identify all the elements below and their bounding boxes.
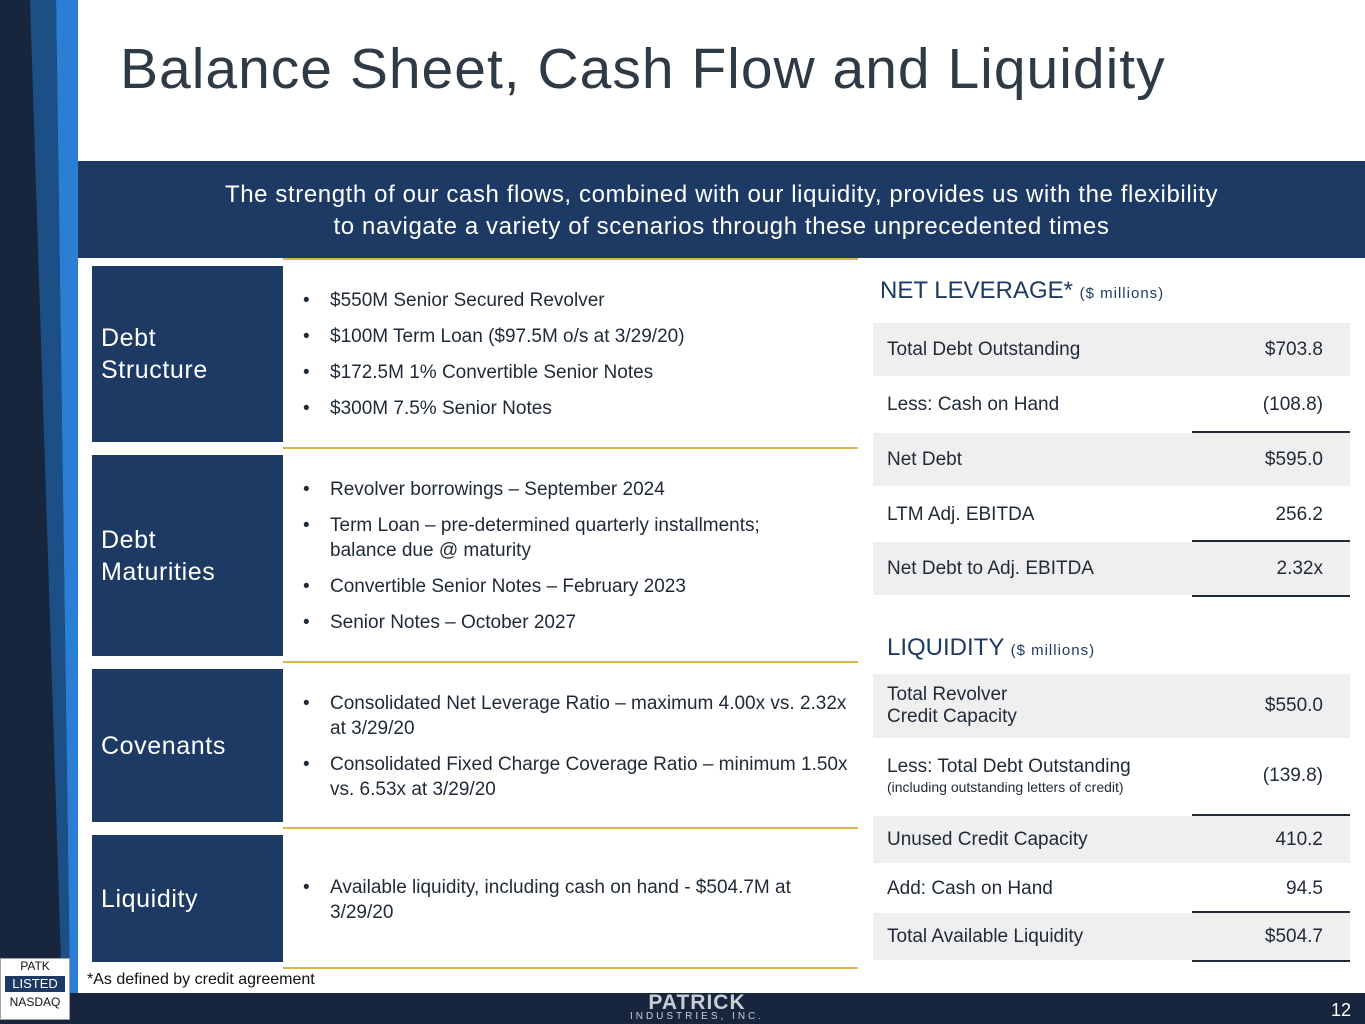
table-row: Total Revolver Credit Capacity $550.0: [873, 674, 1350, 738]
table-row: Unused Credit Capacity 410.2: [873, 816, 1350, 863]
banner-line-2: to navigate a variety of scenarios through these unprecedented times: [333, 213, 1110, 240]
list-item: • Available liquidity, including cash on hand - $504.7M at 3/29/20: [302, 875, 857, 925]
table-row: Less: Cash on Hand (108.8): [887, 393, 1323, 415]
page-title: Balance Sheet, Cash Flow and Liquidity: [120, 37, 1166, 101]
list-item: • $100M Term Loan ($97.5M o/s at 3/29/20): [302, 324, 857, 349]
section-label-debt-structure: Debt Structure: [92, 266, 283, 442]
table-row: Total Available Liquidity $504.7: [873, 913, 1350, 960]
table-row: LTM Adj. EBITDA 256.2: [887, 503, 1323, 525]
section-divider: [283, 967, 858, 969]
table-row: Total Debt Outstanding $703.8: [873, 323, 1350, 376]
section-divider: [283, 258, 858, 260]
list-item: • Revolver borrowings – September 2024: [302, 477, 857, 502]
section-divider: [283, 661, 858, 663]
list-item: • Term Loan – pre-determined quarterly installments; balance due @ maturity: [302, 513, 812, 563]
list-item: • Convertible Senior Notes – February 2023: [302, 574, 857, 599]
table-row: Less: Total Debt Outstanding (including outstanding letters of credit) (139.8): [887, 756, 1323, 795]
section-label-debt-maturities: Debt Maturities: [92, 455, 283, 656]
headline-banner: [78, 161, 1365, 258]
liquidity-heading: LIQUIDITY ($ millions): [887, 634, 1096, 661]
page-number: 12: [1330, 1000, 1351, 1020]
nasdaq-badge: PATK LISTED NASDAQ: [0, 958, 70, 1020]
table-row: Net Debt to Adj. EBITDA 2.32x: [873, 542, 1350, 595]
debt-maturities-bullets: [302, 477, 857, 646]
list-item: • Consolidated Net Leverage Ratio – maximum 4.00x vs. 2.32x at 3/29/20: [302, 691, 857, 741]
total-rule: [1192, 960, 1350, 962]
section-divider: [283, 447, 858, 449]
section-label-covenants: Covenants: [92, 669, 283, 822]
list-item: • $550M Senior Secured Revolver: [302, 288, 857, 313]
list-item: • Consolidated Fixed Charge Coverage Ratio – minimum 1.50x vs. 6.53x at 3/29/20: [302, 752, 857, 802]
debt-structure-bullets: [302, 288, 857, 432]
footnote: *As defined by credit agreement: [87, 971, 315, 988]
table-row: Add: Cash on Hand 94.5: [887, 877, 1323, 899]
side-stripe-graphic: [0, 0, 78, 993]
section-label-liquidity: Liquidity: [92, 835, 283, 962]
total-rule: [1192, 595, 1350, 597]
banner-line-1: The strength of our cash flows, combined with our liquidity, provides us with the flexibility: [224, 181, 1219, 208]
company-logo: PATRICK INDUSTRIES, INC.: [629, 991, 765, 1022]
list-item: • $300M 7.5% Senior Notes: [302, 396, 857, 421]
list-item: • $172.5M 1% Convertible Senior Notes: [302, 360, 857, 385]
net-leverage-heading: NET LEVERAGE* ($ millions): [880, 277, 1165, 304]
list-item: • Senior Notes – October 2027: [302, 610, 857, 635]
table-row: Net Debt $595.0: [873, 433, 1350, 486]
section-divider: [283, 827, 858, 829]
covenants-bullets: [302, 691, 857, 813]
liquidity-bullets: [302, 875, 857, 936]
